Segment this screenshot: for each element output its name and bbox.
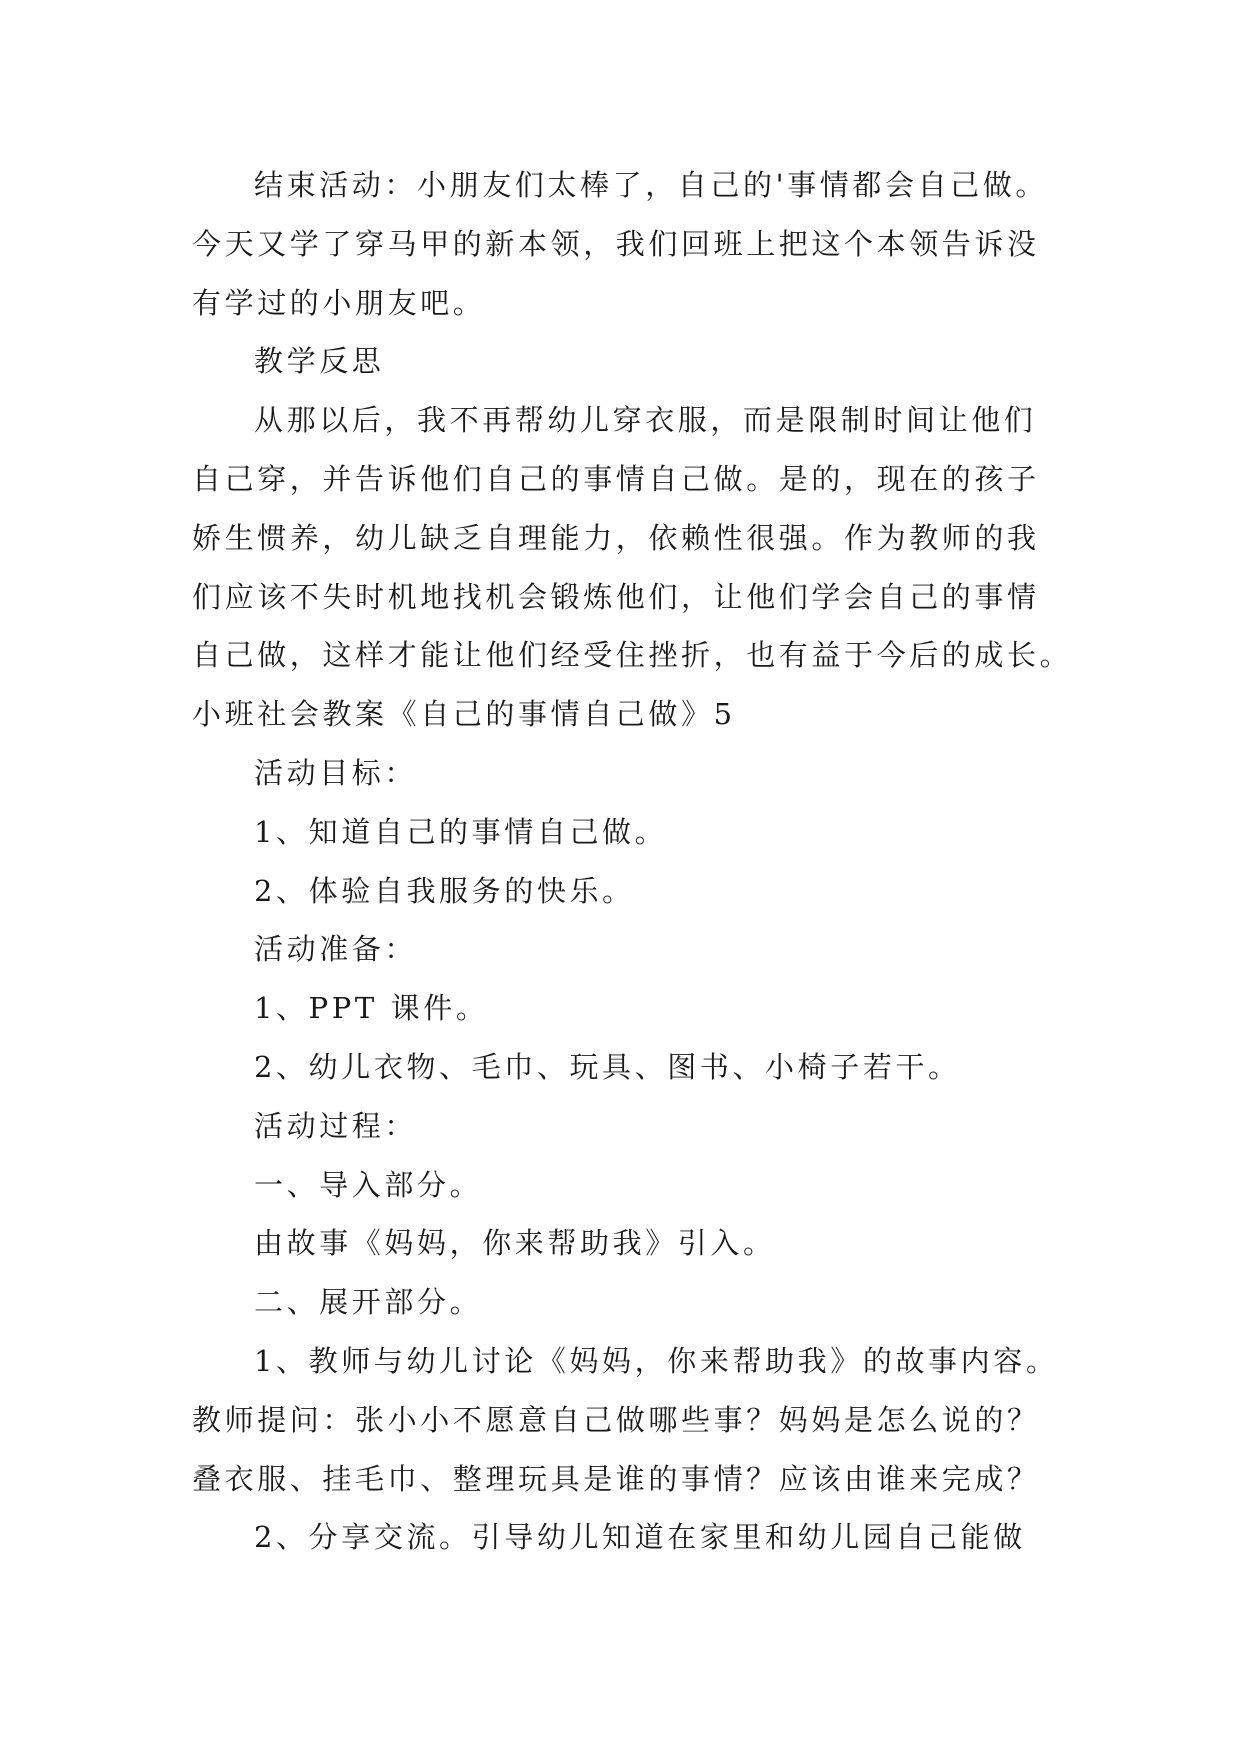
text-line: 从那以后，我不再帮幼儿穿衣服，而是限制时间让他们 xyxy=(254,403,1037,438)
list-item: 1、PPT 课件。 xyxy=(254,991,489,1026)
document-page xyxy=(192,156,1073,1567)
document-title: 小班社会教案《自己的事情自己做》5 xyxy=(192,697,736,732)
text-line: 们应该不失时机地找机会锻炼他们，让他们学会自己的事情 xyxy=(192,579,1040,614)
section-heading: 活动目标： xyxy=(254,755,418,790)
text-line: 自己做，这样才能让他们经受住挫折，也有益于今后的成长。 xyxy=(192,638,1073,673)
subsection-heading: 二、展开部分。 xyxy=(254,1285,483,1320)
list-item: 2、体验自我服务的快乐。 xyxy=(254,873,635,908)
text-line: 叠衣服、挂毛巾、整理玩具是谁的事情？应该由谁来完成？ xyxy=(192,1461,1040,1496)
text-line: 由故事《妈妈，你来帮助我》引入。 xyxy=(254,1226,776,1261)
list-item: 1、教师与幼儿讨论《妈妈，你来帮助我》的故事内容。 xyxy=(254,1343,1059,1378)
list-item: 2、幼儿衣物、毛巾、玩具、图书、小椅子若干。 xyxy=(254,1049,961,1084)
section-heading: 教学反思 xyxy=(254,344,385,379)
text-line: 自己穿，并告诉他们自己的事情自己做。是的，现在的孩子 xyxy=(192,461,1040,496)
list-item: 2、分享交流。引导幼儿知道在家里和幼儿园自己能做 xyxy=(254,1520,1026,1555)
subsection-heading: 一、导入部分。 xyxy=(254,1167,483,1202)
text-line: 教师提问：张小小不愿意自己做哪些事？妈妈是怎么说的？ xyxy=(192,1402,1040,1437)
section-heading: 活动过程： xyxy=(254,1108,418,1143)
text-line: 娇生惯养，幼儿缺乏自理能力，依赖性很强。作为教师的我 xyxy=(192,520,1040,555)
list-item: 1、知道自己的事情自己做。 xyxy=(254,814,668,849)
section-heading: 活动准备： xyxy=(254,932,418,967)
text-line: 今天又学了穿马甲的新本领，我们回班上把这个本领告诉没 xyxy=(192,226,1040,261)
text-line: 结束活动：小朋友们太棒了，自己的'事情都会自己做。 xyxy=(254,168,1048,202)
text-line: 有学过的小朋友吧。 xyxy=(192,285,486,320)
